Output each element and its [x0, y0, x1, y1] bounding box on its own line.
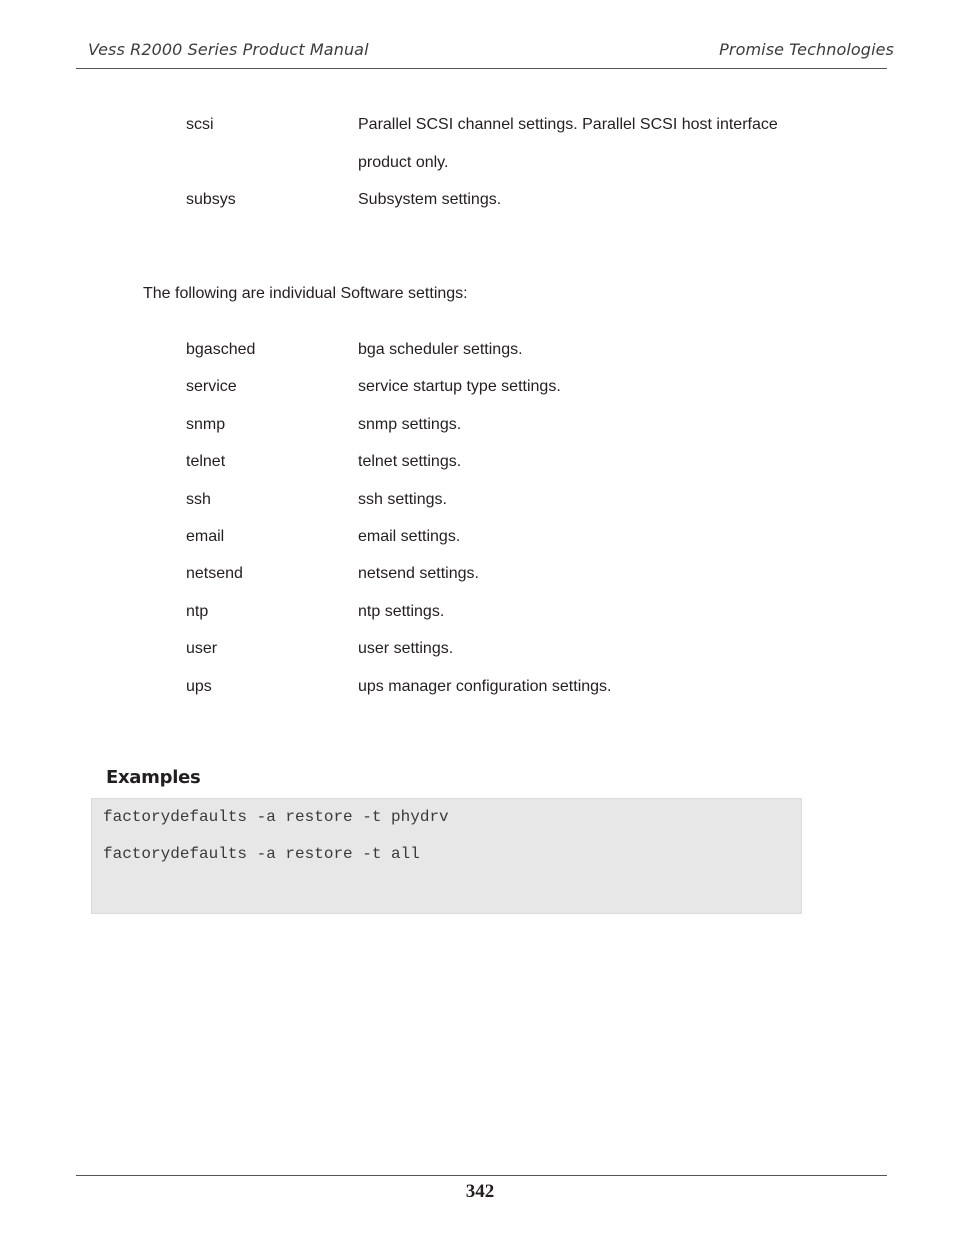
examples-heading: Examples — [106, 767, 201, 788]
setting-term: ssh — [186, 491, 211, 508]
setting-description: email settings. — [358, 528, 461, 545]
setting-description: ntp settings. — [358, 603, 445, 620]
setting-term: user — [186, 640, 218, 657]
header-rule — [76, 68, 887, 69]
page-number: 342 — [465, 1181, 495, 1202]
software-settings-intro: The following are individual Software settings: — [143, 285, 468, 302]
code-example-line: factorydefaults -a restore -t all — [103, 845, 420, 863]
setting-term: snmp — [186, 416, 226, 433]
setting-description: netsend settings. — [358, 565, 479, 582]
setting-description: ssh settings. — [358, 491, 447, 508]
setting-term: ups — [186, 678, 212, 695]
setting-term: ntp — [186, 603, 209, 620]
setting-term: email — [186, 528, 225, 545]
setting-term: telnet — [186, 453, 226, 470]
code-example-line: factorydefaults -a restore -t phydrv — [103, 808, 449, 826]
setting-description: service startup type settings. — [358, 378, 561, 395]
header-company: Promise Technologies — [719, 40, 894, 59]
setting-description: telnet settings. — [358, 453, 462, 470]
setting-description: Parallel SCSI channel settings. Parallel SCSI host interface — [358, 116, 778, 133]
setting-description: ups manager configuration settings. — [358, 678, 612, 695]
setting-term: netsend — [186, 565, 243, 582]
setting-term: bgasched — [186, 341, 256, 358]
setting-term: scsi — [186, 116, 214, 133]
setting-description: snmp settings. — [358, 416, 462, 433]
setting-description: bga scheduler settings. — [358, 341, 523, 358]
footer-rule — [76, 1175, 887, 1176]
setting-term: subsys — [186, 191, 236, 208]
setting-description-continued: product only. — [358, 154, 449, 171]
setting-description: user settings. — [358, 640, 454, 657]
setting-description: Subsystem settings. — [358, 191, 502, 208]
header-manual-title: Vess R2000 Series Product Manual — [88, 40, 369, 59]
setting-term: service — [186, 378, 237, 395]
